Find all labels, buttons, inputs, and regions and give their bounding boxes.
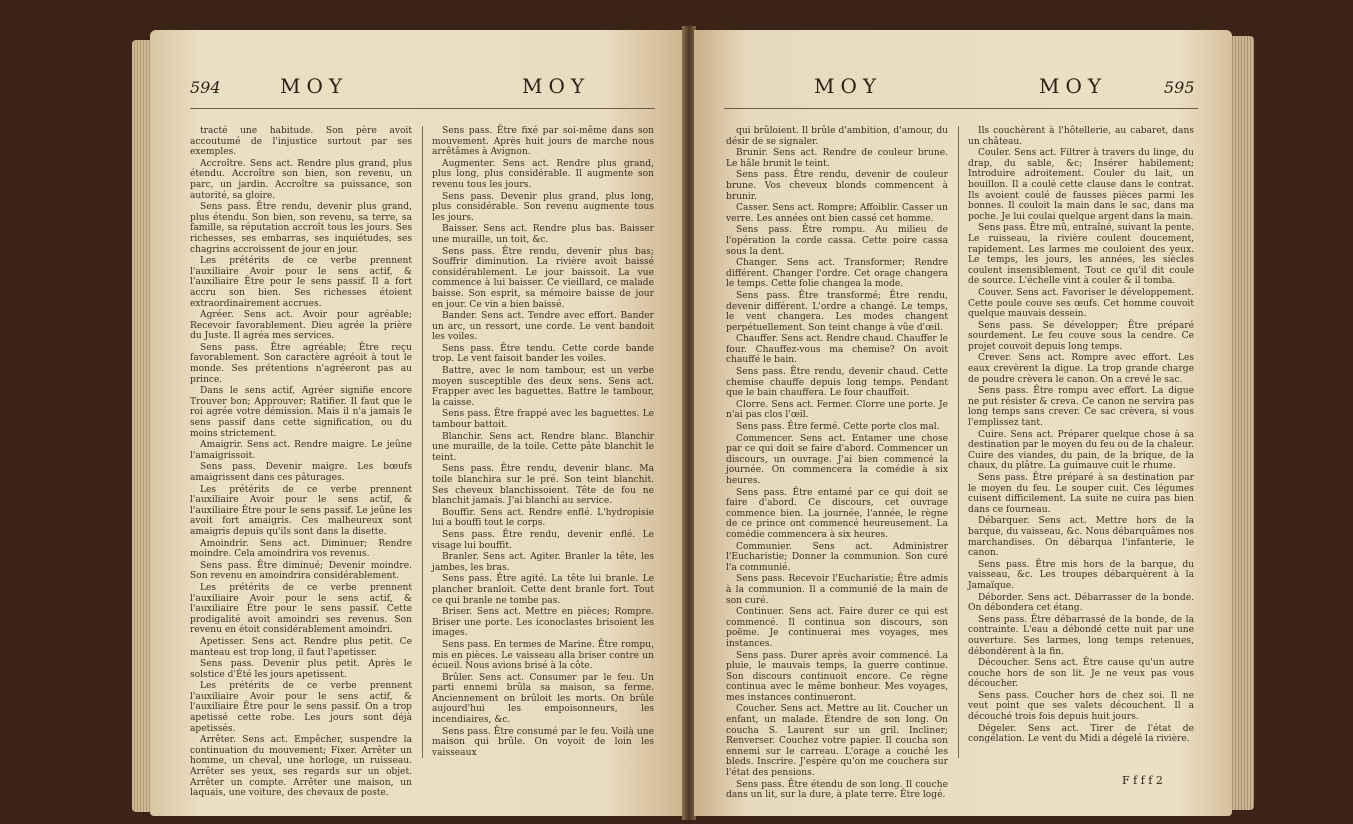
paragraph: Sens pass. Se développer; Être préparé sourdement. Le feu couve sous la cendre. Ce projet couvoit depuis long temps. [968,320,1194,352]
paragraph: Changer. Sens act. Transformer; Rendre différent. Changer l'ordre. Cet orage changera le temps. Cette folie changea la mode. [726,258,948,290]
paragraph: tracté une habitude. Son père avoit accoutumé de l'injustice surtout par ses exemples. [190,126,412,158]
paragraph: Sens pass. Devenir plus petit. Après le solstice d'Été les jours apetissent. [190,659,412,680]
paragraph: Sens pass. Être rompu. Au milieu de l'opération la corde cassa. Cette poire cassa sous la dent. [726,225,948,257]
paragraph: Blanchir. Sens act. Rendre blanc. Blanchir une muraille, de la toile. Cette pâte blanchit le teint. [432,431,654,463]
paragraph: Sens pass. Être entamé par ce qui doit se faire d'abord. Ce discours, cet ouvrage commence bien. La journée, l'année, le règne de ce prince ont commencé heureusement. La comédie commencera à six heures. [726,487,948,540]
right-page-edges [1230,36,1254,810]
paragraph: Sens pass. Être fixé par soi-même dans son mouvement. Après huit jours de marche nous arrêtâmes à Avignon. [432,126,654,158]
running-head: MOY [522,74,591,98]
paragraph: Baisser. Sens act. Rendre plus bas. Baisser une muraille, un toit, &c. [432,224,654,245]
paragraph: Couver. Sens act. Favoriser le développement. Cette poule couve ses œufs. Cet homme couvoit quelque mauvais dessein. [968,287,1194,320]
text-column-2 [968,126,1194,766]
paragraph: Sens pass. Être consumé par le feu. Voilà une maison qui brûle. On voyoit de loin les vaisseaux [432,726,654,758]
paragraph: Couler. Sens act. Filtrer à travers du linge, du drap, du sable, &c; Insérer habilement; Introduire adroitement. Couler du lait, un bouillon. Il a coulé cette clause dans le contrat. Ils avoient coulé de fausses pièces parmi les bonnes. Il couloit la main dans le sac, dans ma poche. Je lui coulai quelque argent dans la main. [968,148,1194,222]
paragraph: Branler. Sens act. Agiter. Branler la tête, les jambes, les bras. [432,552,654,573]
paragraph: Ils couchèrent à l'hôtellerie, au cabaret, dans un château. [968,126,1194,147]
paragraph: Sens pass. Être rendu, devenir plus bas; Souffrir diminution. La rivière avoit baissé considérablement. Le jour baissoit. La vue commence à lui baisser. Ce vieillard, ce malade baisse. Son esprit, sa mémoire baisse de jour en jour. Ce vin a bien baissé. [432,246,654,310]
paragraph: Sens pass. Être agréable; Être reçu favorablement. Son caractère agréoit à tout le monde. Ses prétentions n'agréeront pas au prince. [190,342,412,385]
paragraph: Sens pass. Être mû, entraîné, suivant la pente. Le ruisseau, la rivière coulent doucement, rapidement. Les larmes me couloient des yeux. Le temps, les jours, les années, les siècles coulent insensiblement. Tout ce qu'il dit coule de source. L'échelle vint à couler & il tomba. [968,223,1194,287]
paragraph: Sens pass. Être transformé; Être rendu, devenir différent. L'ordre a changé. Le temps, le vent changera. Les modes changent perpétuellement. Son teint change à vûe d'œil. [726,290,948,333]
column-rule [958,126,959,758]
paragraph: Découcher. Sens act. Être cause qu'un autre couche hors de son lit. Je ne veux pas vous découcher. [968,658,1194,690]
paragraph: Sens pass. Être étendu de son long. Il couche dans un lit, sur la dure, à plate terre. Être logé. [726,779,948,801]
paragraph: Débarquer. Sens act. Mettre hors de la barque, du vaisseau, &c. Nous débarquâmes nos marchandises. On débarqua l'infanterie, le canon. [968,516,1194,559]
paragraph: Les prétérits de ce verbe prennent l'auxiliaire Avoir pour le sens actif, & l'auxiliaire Être pour le sens passif. On a trop apetissé cette robe. Les jours sont déjà apetissés. [190,681,412,734]
paragraph: Clorre. Sens act. Fermer. Clorre une porte. Je n'ai pas clos l'œil. [726,399,948,421]
paragraph: Sens pass. Coucher hors de chez soi. Il ne veut point que ses valets découchent. Il a découché trois fois depuis huit jours. [968,690,1194,723]
paragraph: Sens pass. Être rendu, devenir chaud. Cette chemise chauffe depuis long temps. Pendant que le bain chauffera. Le four chauffoit. [726,367,948,399]
paragraph: Cuire. Sens act. Préparer quelque chose à sa destination par le moyen du feu ou de la chaleur. Cuire des viandes, du pain, de la brique, de la chaux, du plâtre. La guimauve cuit le rhume. [968,429,1194,472]
paragraph: Brunir. Sens act. Rendre de couleur brune. Le hâle brunit le teint. [726,148,948,169]
paragraph: Sens pass. Être débarrassé de la bonde, de la contrainte. L'eau a débondé cette nuit par une ouverture. Ses larmes, long temps retenues, débondèrent à la fin. [968,614,1194,657]
paragraph: Sens pass. Devenir plus grand, plus long, plus considérable. Son revenu augmente tous les jours. [432,191,654,223]
text-column-1 [726,126,948,801]
right-page [694,30,1232,816]
paragraph: Sens pass. Être rendu, devenir blanc. Ma toile blanchira sur le pré. Son teint blanchit. Ses cheveux blanchissoient. Tête de fou ne blanchit jamais. J'ai blanchi au service. [432,464,654,507]
paragraph: Amaigrir. Sens act. Rendre maigre. Le jeûne l'amaigrissoit. [190,440,412,461]
paragraph: Les prétérits de ce verbe prennent l'auxiliaire Avoir pour le sens actif, & l'auxiliaire Être pour le sens passif. Il a fort accru son bien. Ses richesses étoient extraordinairement accrues. [190,256,412,309]
paragraph: Bander. Sens act. Tendre avec effort. Bander un arc, un ressort, une corde. Le vent bandoit les voiles. [432,311,654,343]
paragraph: Sens pass. Être rompu avec effort. La digue ne put résister & creva. Ce canon ne servira pas long temps sans crever. Ce sac crèvera, si vous l'emplissez tant. [968,386,1194,429]
paragraph: Les prétérits de ce verbe prennent l'auxiliaire Avoir pour le sens actif, & l'auxiliaire Être pour le sens passif. Cette prodigalité avoit amoindri ses revenus. Son revenu en étoit considérablement amoindri. [190,582,412,636]
paragraph: Sens pass. Être préparé à sa destination par le moyen du feu. Le souper cuit. Ces légumes cuisent difficilement. La suite ne cuira pas bien dans ce fourneau. [968,473,1194,515]
paragraph: Sens pass. Être rendu, devenir enflé. Le visage lui bouffit. [432,529,654,551]
signature-mark: F f f f 2 [1122,774,1163,787]
paragraph: Sens pass. Être diminué; Devenir moindre. Son revenu en amoindrira considérablement. [190,560,412,582]
text-column-2 [432,126,654,766]
paragraph: qui brûloient. Il brûle d'ambition, d'amour, du désir de se signaler. [726,126,948,147]
left-page [150,30,685,816]
paragraph: Dégeler. Sens act. Tirer de l'état de congélation. Le vent du Midi a dégelé la rivière. [968,723,1194,745]
paragraph: Casser. Sens act. Rompre; Affoiblir. Casser un verre. Les années ont bien cassé cet homme. [726,203,948,224]
running-head: MOY [1039,74,1108,98]
paragraph: Apetisser. Sens act. Rendre plus petit. Ce manteau est trop long, il faut l'apetisser. [190,636,412,658]
paragraph: Communier. Sens act. Administrer l'Eucharistie; Donner la communion. Son curé l'a communié. [726,541,948,573]
paragraph: Chauffer. Sens act. Rendre chaud. Chauffer le four. Chauffez-vous ma chemise? On avoit chauffé le bain. [726,334,948,366]
text-column-1 [190,126,412,799]
paragraph: Sens pass. En termes de Marine. Être rompu, mis en pièces. Le vaisseau alla briser contre un écueil. Nous avions brisé à la côte. [432,639,654,672]
paragraph: Sens pass. Être mis hors de la barque, du vaisseau, &c. Les troupes débarquèrent à la Jamaïque. [968,559,1194,591]
paragraph: Les prétérits de ce verbe prennent l'auxiliaire Avoir pour le sens actif, & l'auxiliaire Être pour le sens passif. Le jeûne les avoit fort amaigris. Ces malheureux sont amaigris depuis qu'ils sont dans la disette. [190,484,412,537]
page-number: 595 [1164,78,1195,97]
paragraph: Coucher. Sens act. Mettre au lit. Coucher un enfant, un malade. Étendre de son long. On coucha S. Laurent sur un gril. Incliner; Renverser. Couchez votre papier. Il coucha son ennemi sur le carreau. L'orage a couché les bleds. Inscrire. J'espère qu'on me couchera sur l'état des pensions. [726,704,948,779]
paragraph: Déborder. Sens act. Débarrasser de la bonde. On débondera cet étang. [968,592,1194,614]
head-rule [724,108,1198,109]
paragraph: Sens pass. Devenir maigre. Les bœufs amaigrissent dans ces pâturages. [190,462,412,483]
paragraph: Crever. Sens act. Rompre avec effort. Les eaux crevèrent la digue. La trop grande charge de poudre crèvera le canon. On a crevé le sac. [968,353,1194,385]
head-rule [190,108,655,109]
paragraph: Amoindrir. Sens act. Diminuer; Rendre moindre. Cela amoindrira vos revenus. [190,538,412,560]
paragraph: Brûler. Sens act. Consumer par le feu. Un parti ennemi brûla sa maison, sa ferme. Anciennement on brûloit les morts. On brûle aujourd'hui les empoisonneurs, les incendiaires, &c. [432,672,654,726]
paragraph: Sens pass. Être fermé. Cette porte clos mal. [736,422,940,433]
left-page-edges [132,40,152,812]
paragraph: Agréer. Sens act. Avoir pour agréable; Recevoir favorablement. Dieu agrée la prière du Juste. Il agréa mes services. [190,310,412,342]
paragraph: Sens pass. Être agité. La tête lui branle. Le plancher branloit. Cette dent branle fort. Tout ce qui branle ne tombe pas. [432,574,654,606]
paragraph: Sens pass. Être frappé avec les baguettes. Le tambour battoit. [432,409,654,431]
paragraph: Commencer. Sens act. Entamer une chose par ce qui doit se faire d'abord. Commencer un discours, un ouvrage. J'ai bien commencé la journée. On commencera la comédie à six heures. [726,433,948,486]
paragraph: Sens pass. Recevoir l'Eucharistie; Être admis à la communion. Il a communié de la main de son curé. [726,574,948,606]
column-rule [422,126,423,758]
paragraph: Bouffir. Sens act. Rendre enflé. L'hydropisie lui a bouffi tout le corps. [432,507,654,529]
paragraph: Sens pass. Être tendu. Cette corde bande trop. Le vent faisoit bander les voiles. [432,343,654,365]
paragraph: Accroître. Sens act. Rendre plus grand, plus étendu. Accroître son bien, son revenu, un parc, un jardin. Accroître sa puissance, son autorité, sa gloire. [190,158,412,201]
paragraph: Sens pass. Être rendu, devenir plus grand, plus étendu. Son bien, son revenu, sa terre, sa famille, sa réputation accroît tous les jours. Ses richesses, ses embarras, ses inquiétudes, ses chagrins accroissent de jour en jour. [190,202,412,255]
paragraph: Battre, avec le nom tambour, est un verbe moyen susceptible des deux sens. Sens act. Frapper avec les baguettes. Battre le tambour, la caisse. [432,366,654,408]
paragraph: Briser. Sens act. Mettre en pièces; Rompre. Briser une porte. Les iconoclastes brisoient les images. [432,607,654,639]
paragraph: Sens pass. Durer après avoir commencé. La pluie, le mauvais temps, la guerre continue. Son discours continuoit encore. Ce règne continua avec le même bonheur. Mes voyages, mes instances continueront. [726,650,948,703]
paragraph: Arrêter. Sens act. Empêcher, suspendre la continuation du mouvement; Fixer. Arrêter un homme, un cheval, une horloge, un ruisseau. Arrêter ses yeux, ses regards sur un objet. Arrêter un compte. Arrêter une maison, un laquais, une voiture, des chevaux de poste. [190,735,412,799]
running-head: MOY [814,74,883,98]
paragraph: Sens pass. Être rendu, devenir de couleur brune. Vos cheveux blonds commencent à brunir. [726,170,948,202]
paragraph: Continuer. Sens act. Faire durer ce qui est commencé. Il continua son discours, son poëme. Je continuerai mes voyages, mes instances. [726,607,948,649]
running-head: MOY [280,74,349,98]
paragraph: Augmenter. Sens act. Rendre plus grand, plus long, plus considérable. Il augmente son revenu tous les jours. [432,158,654,190]
paragraph: Dans le sens actif, Agréer signifie encore Trouver bon; Approuver; Ratifier. Il faut que le roi agrée votre démission. Mais il n'a jamais le sens passif dans cette signification, ou du moins strictement. [190,386,412,439]
page-number: 594 [190,78,221,97]
